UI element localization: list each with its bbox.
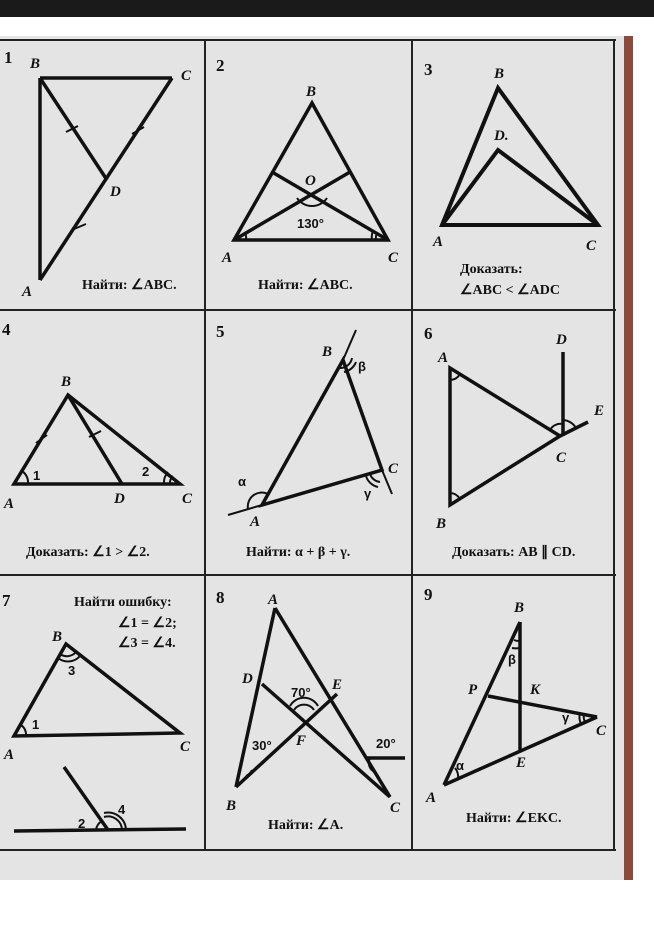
point-c: C (180, 739, 191, 755)
problem-number: 5 (216, 322, 225, 341)
problem-number: 7 (2, 591, 11, 610)
point-a: A (250, 514, 261, 530)
problem-number: 1 (4, 48, 13, 67)
point-c: C (556, 450, 567, 466)
point-b: B (30, 56, 41, 72)
problem-number: 2 (216, 56, 225, 75)
point-a: A (4, 747, 15, 763)
problem-task: Найти: ∠ABC. (258, 278, 353, 293)
problem-7 (2, 591, 191, 831)
problem-9 (424, 585, 607, 826)
point-e: E (516, 755, 527, 771)
point-a: A (433, 234, 444, 250)
problem-3 (424, 60, 598, 298)
point-b: B (436, 516, 447, 532)
angle-30: 30° (252, 738, 272, 753)
point-b: B (322, 344, 333, 360)
problem-number: 6 (424, 324, 433, 343)
angle-1: 1 (33, 468, 41, 483)
angle-4: 4 (118, 802, 126, 817)
angle-70: 70° (291, 685, 311, 700)
point-d: D (556, 332, 567, 348)
problem-task: Доказать: AB ∥ CD. (452, 545, 576, 560)
angle-2: 2 (78, 816, 86, 831)
point-d: D (110, 184, 121, 200)
angle-20: 20° (376, 736, 396, 751)
point-b: B (514, 600, 525, 616)
problem-number: 3 (424, 60, 433, 79)
problem-1 (4, 48, 192, 300)
point-e: E (594, 403, 605, 419)
task-line-1: Найти ошибку: (74, 595, 172, 610)
point-f: F (296, 733, 307, 749)
grid-lines (0, 40, 616, 850)
problem-task: Найти: ∠A. (268, 818, 344, 833)
point-e: E (332, 677, 343, 693)
problem-5 (216, 322, 399, 560)
point-b: B (52, 629, 63, 645)
problem-4 (2, 320, 193, 560)
point-a: A (426, 790, 437, 806)
point-a: A (438, 350, 449, 366)
point-o: O (305, 173, 316, 189)
point-c: C (586, 238, 597, 254)
task-line-2: ∠1 = ∠2; (118, 616, 177, 631)
point-b: B (494, 66, 505, 82)
point-b: B (61, 374, 72, 390)
gamma-label: γ (364, 486, 372, 501)
problem-task: Найти: α + β + γ. (246, 545, 351, 560)
point-b: B (306, 84, 317, 100)
problem-8 (216, 588, 405, 833)
point-p: P (468, 682, 478, 698)
point-c: C (390, 800, 401, 816)
angle-2: 2 (142, 464, 150, 479)
task-line-3: ∠3 = ∠4. (118, 636, 176, 651)
point-a: A (4, 496, 15, 512)
point-c: C (182, 491, 193, 507)
angle-3: 3 (68, 663, 76, 678)
point-a: A (222, 250, 233, 266)
point-c: C (181, 68, 192, 84)
task-line-1: Доказать: (460, 262, 523, 277)
task-line-2: ∠ABC < ∠ADC (460, 283, 560, 298)
problem-task: Найти: ∠ABC. (82, 278, 177, 293)
point-c: C (388, 250, 399, 266)
problem-task: Найти: ∠EKC. (466, 811, 562, 826)
angle-1: 1 (32, 717, 40, 732)
point-k: K (530, 682, 541, 698)
point-a: A (268, 592, 279, 608)
angle-label: 130° (297, 216, 324, 231)
problem-number: 8 (216, 588, 225, 607)
alpha-label: α (238, 474, 246, 489)
problem-number: 9 (424, 585, 433, 604)
problem-number: 4 (2, 320, 11, 339)
beta-label: β (508, 652, 516, 667)
point-a: A (22, 284, 33, 300)
beta-label: β (358, 359, 366, 374)
point-c: C (388, 461, 399, 477)
problem-2 (216, 56, 399, 293)
problem-task: Доказать: ∠1 > ∠2. (26, 545, 150, 560)
point-d: D. (494, 128, 509, 144)
point-c: C (596, 723, 607, 739)
point-d: D (114, 491, 125, 507)
point-b: B (226, 798, 237, 814)
alpha-label: α (456, 758, 464, 773)
point-d: D (242, 671, 253, 687)
gamma-label: γ (562, 710, 570, 725)
problem-6 (424, 324, 604, 560)
